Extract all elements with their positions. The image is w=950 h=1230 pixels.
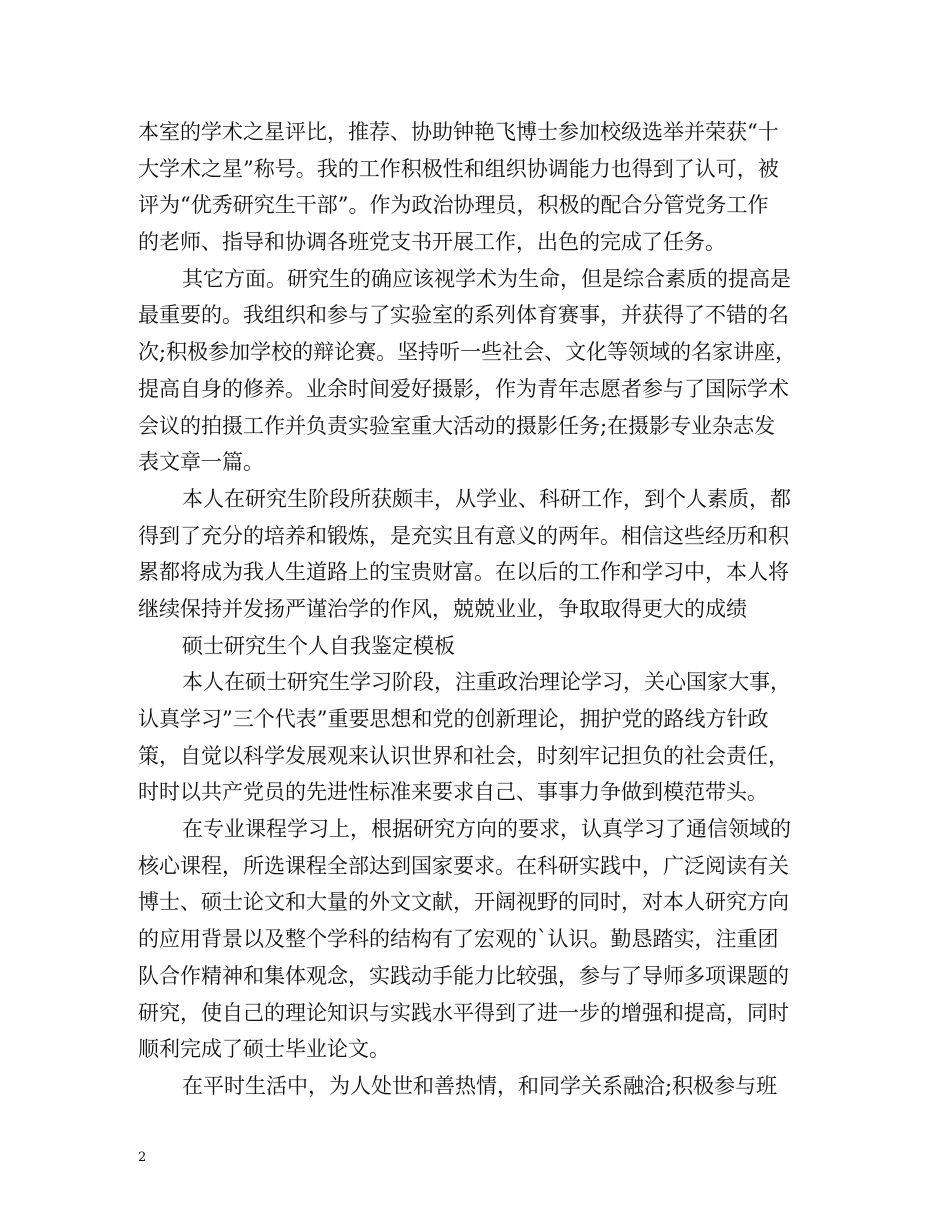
paragraph-start-line: 在专业课程学习上，根据研究方向的要求，认真学习了通信领域的 — [182, 817, 791, 842]
text-line: 评为“优秀研究生干部”。作为政治协理员，积极的配合分管党务工作 — [138, 193, 769, 218]
page-number: 2 — [138, 1150, 147, 1165]
paragraph-start-line: 本人在硕士研究生学习阶段，注重政治理论学习，关心国家大事， — [182, 670, 791, 695]
text-line: 本室的学术之星评比，推荐、协助钟艳飞博士参加校级选举并荣获“十 — [138, 120, 779, 144]
text-line: 策，自觉以科学发展观来认识世界和社会，时刻牢记担负的社会责任， — [138, 743, 789, 768]
document-body — [138, 114, 818, 1105]
text-line: 得到了充分的培养和锻炼，是充实且有意义的两年。相信这些经历和积 — [138, 523, 789, 548]
text-line: 继续保持并发扬严谨治学的作风，兢兢业业，争取取得更大的成绩 — [138, 596, 747, 621]
section-heading: 硕士研究生个人自我鉴定模板 — [182, 633, 455, 658]
text-line: 最重要的。我组织和参与了实验室的系列体育赛事，并获得了不错的名 — [138, 303, 789, 328]
text-line: 表文章一篇。 — [138, 450, 264, 475]
text-line: 的老师、指导和协调各班党支书开展工作，出色的完成了任务。 — [138, 230, 726, 255]
text-line: 累都将成为我人生道路上的宝贵财富。在以后的工作和学习中，本人将 — [138, 560, 789, 585]
text-line: 认真学习”三个代表”重要思想和党的创新理论，拥护党的路线方针政 — [138, 707, 769, 731]
text-line: 提高自身的修养。业余时间爱好摄影，作为青年志愿者参与了国际学术 — [138, 376, 789, 401]
text-line: 时时以共产党员的先进性标准来要求自己、事事力争做到模范带头。 — [138, 780, 768, 805]
paragraph-start-line: 在平时生活中，为人处世和善热情，和同学关系融洽;积极参与班 — [182, 1073, 778, 1098]
text-line: 次;积极参加学校的辩论赛。坚持听一些社会、文化等领域的名家讲座， — [138, 340, 797, 365]
text-line: 会议的拍摄工作并负责实验室重大活动的摄影任务;在摄影专业杂志发 — [138, 413, 776, 438]
text-line: 队合作精神和集体观念，实践动手能力比较强，参与了导师多项课题的 — [138, 963, 789, 988]
text-line: 核心课程，所选课程全部达到国家要求。在科研实践中，广泛阅读有关 — [138, 853, 789, 878]
paragraph-start-line: 其它方面。研究生的确应该视学术为生命，但是综合素质的提高是 — [182, 266, 791, 291]
text-line: 大学术之星”称号。我的工作积极性和组织协调能力也得到了认可，被 — [138, 156, 779, 181]
text-line: 研究，使自己的理论知识与实践水平得到了进一步的增强和提高，同时 — [138, 1000, 789, 1025]
text-line: 的应用背景以及整个学科的结构有了宏观的`认识。勤恳踏实，注重团 — [138, 927, 779, 952]
text-line: 博士、硕士论文和大量的外文文献，开阔视野的同时，对本人研究方向 — [138, 890, 789, 915]
text-line: 顺利完成了硕士毕业论文。 — [138, 1037, 390, 1062]
paragraph-start-line: 本人在研究生阶段所获颇丰，从学业、科研工作，到个人素质，都 — [182, 486, 791, 511]
